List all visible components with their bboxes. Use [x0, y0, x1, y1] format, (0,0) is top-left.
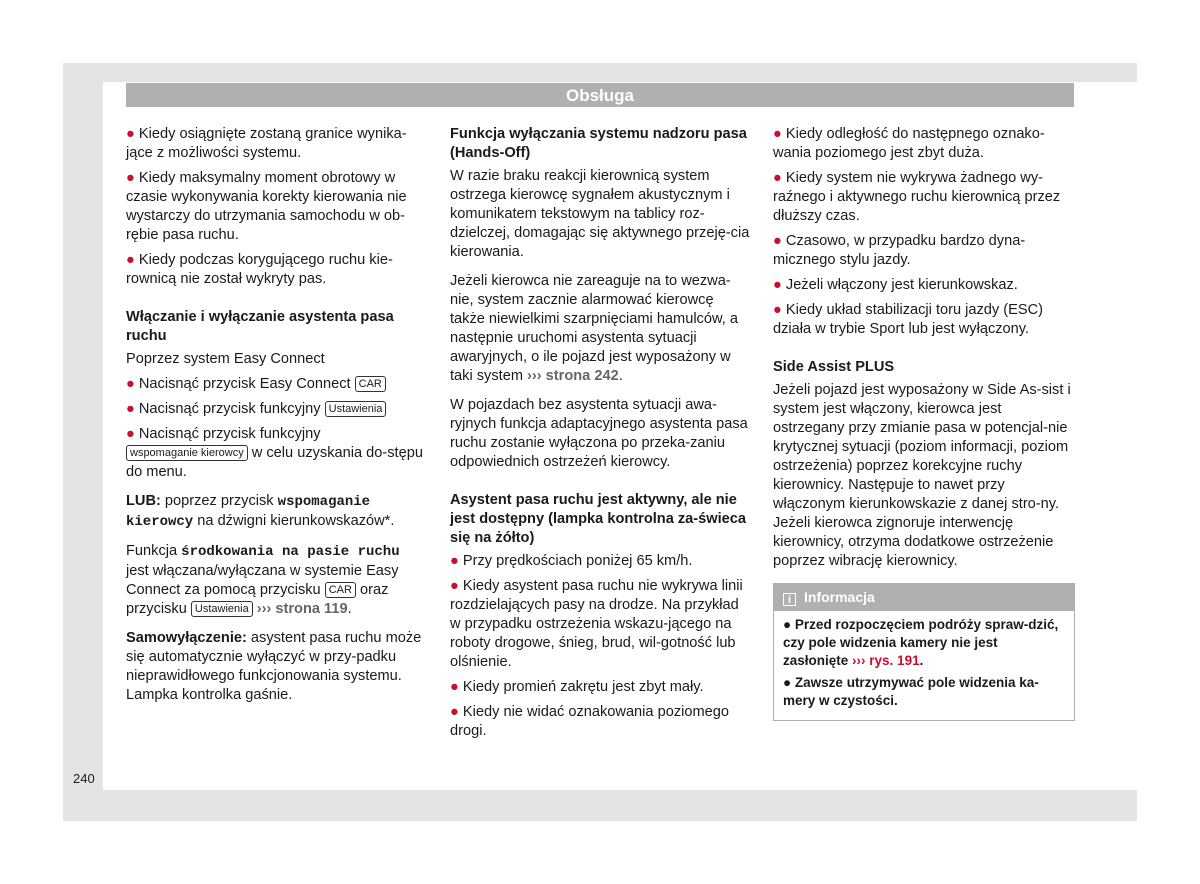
paragraph: W pojazdach bez asystenta sytuacji awa-ryjnych funkcja adaptacyjnego asystenta pasa ruchu zostanie wyłączona po przeka-zaniu odpowiednich ostrzeżeń kierowcy.	[450, 397, 748, 470]
driver-assist-key-icon: wspomaganie kierowcy	[126, 445, 248, 461]
bullet-item: ● Kiedy podczas korygującego ruchu kie-rownicą nie został wykryty pas.	[126, 252, 393, 287]
page-number: 240	[73, 771, 95, 786]
bullet-dot-icon: ●	[773, 302, 782, 318]
bullet-dot-icon: ●	[773, 126, 782, 142]
info-box-header: i Informacja	[774, 584, 1074, 611]
auto-off-paragraph: Samowyłączenie: asystent pasa ruchu może się automatycznie wyłączyć w przy-padku nieprawidłowego funkcjonowania systemu. Lampka kontrolka gaśnie.	[126, 630, 422, 703]
car-key-icon: CAR	[325, 582, 356, 598]
bullet-item: ● Kiedy asystent pasa ruchu nie wykrywa linii rozdzielających pasy na drodze. Na przykład w przypadku ostrzeżenia wskazu-jącego na roboty drogowe, śnieg, brud, wil-gotność lub olśnienie.	[450, 578, 743, 670]
section-heading: Asystent pasa ruchu jest aktywny, ale nie jest dostępny (lampka kontrolna za-świeca się na żółto)	[450, 492, 747, 546]
info-item: ● Przed rozpoczęciem podróży spraw-dzić, czy pole widzenia kamery nie jest zasłonięte ››› rys. 191.	[783, 617, 1059, 668]
paragraph: W razie braku reakcji kierownicą system ostrzega kierowcę sygnałem akustycznym i komunikatem tekstowym na tablicy roz-dzielczej, domagając się aktywnego przeję-cia kierowania.	[450, 168, 750, 260]
bullet-dot-icon: ●	[126, 252, 135, 268]
column-right	[773, 125, 1075, 721]
paragraph: Jeżeli kierowca nie zareaguje na to wezwa-nie, system zacznie alarmować kierowcę także niewielkimi szarpnięciami hamulców, a następnie uruchomi asystenta sytuacji awaryjnych, o ile pojazd jest wyposażony w taki system ››› strona 242.	[450, 273, 738, 384]
step-item: ● Nacisnąć przycisk Easy Connect CAR	[126, 375, 426, 394]
bullet-dot-icon: ●	[773, 277, 782, 293]
info-icon: i	[783, 593, 796, 606]
bullet-item: ● Jeżeli włączony jest kierunkowskaz.	[773, 277, 1018, 293]
section-heading: Włączanie i wyłączanie asystenta pasa ruchu	[126, 309, 394, 344]
info-box-body	[774, 611, 1074, 720]
bullet-item: ● Kiedy odległość do następnego oznako-wania poziomego jest zbyt duża.	[773, 126, 1045, 161]
section-heading: Funkcja wyłączania systemu nadzoru pasa (Hands-Off)	[450, 126, 747, 161]
bullet-dot-icon: ●	[773, 170, 782, 186]
bullet-item: ● Czasowo, w przypadku bardzo dyna-micznego stylu jazdy.	[773, 233, 1026, 268]
bullet-dot-icon: ●	[126, 401, 135, 417]
bullet-dot-icon: ●	[450, 578, 459, 594]
bullet-item: ● Przy prędkościach poniżej 65 km/h.	[450, 553, 693, 569]
page-reference-link[interactable]: ››› strona 119	[256, 601, 348, 617]
bullet-dot-icon: ●	[783, 675, 792, 690]
settings-key-icon: Ustawienia	[191, 601, 253, 617]
bullet-item: ● Kiedy osiągnięte zostaną granice wynika-jące z możliwości systemu.	[126, 126, 407, 161]
section-header: Obsługa	[126, 83, 1074, 107]
bullet-item: ● Kiedy maksymalny moment obrotowy w czasie wykonywania korekty kierowania nie wystarczy do utrzymania samochodu w ob-rębie pasa ruchu.	[126, 170, 407, 243]
paragraph: Jeżeli pojazd jest wyposażony w Side As-sist i system jest włączony, kierowca jest ostrzegany przy zmianie pasa w potencjal-nie krytycznej sytuacji (poziom informacji, poziom ostrzeżenia) poprzez korekcyjne ruchy kierownicy. Następuje to nawet przy włączonym kierunkowskazie z danej stro-ny. Jeżeli kierowca zignoruje interwencję kierownicy, otrzyma dodatkowe ostrzeżenie poprzez wibrację kierownicy.	[773, 382, 1071, 569]
bullet-dot-icon: ●	[450, 679, 459, 695]
function-paragraph: Funkcja środkowania na pasie ruchu jest włączana/wyłączana w systemie Easy Connect za pomocą przycisku CAR oraz przycisku Ustawienia ››› strona 119.	[126, 543, 400, 617]
bullet-dot-icon: ●	[126, 170, 135, 186]
bullet-item: ● Kiedy układ stabilizacji toru jazdy (ESC) działa w trybie Sport lub jest wyłączony.	[773, 302, 1044, 337]
step-item: ● Nacisnąć przycisk funkcyjny wspomaganie kierowcy w celu uzyskania do-stępu do menu.	[126, 426, 423, 480]
bullet-item: ● Kiedy nie widać oznakowania poziomego drogi.	[450, 704, 729, 739]
bullet-dot-icon: ●	[126, 126, 135, 142]
page-reference-link[interactable]: ››› strona 242	[527, 368, 619, 384]
settings-key-icon: Ustawienia	[325, 401, 387, 417]
bullet-dot-icon: ●	[783, 617, 792, 632]
column-middle	[450, 125, 750, 747]
lub-paragraph: LUB: poprzez przycisk wspomaganie kierowcy na dźwigni kierunkowskazów*.	[126, 493, 395, 530]
figure-reference-link[interactable]: ››› rys. 191	[852, 653, 920, 668]
bullet-item: ● Kiedy promień zakrętu jest zbyt mały.	[450, 679, 704, 695]
bullet-item: ● Kiedy system nie wykrywa żadnego wy-raźnego i aktywnego ruchu kierownicą przez dłuższy czas.	[773, 170, 1061, 224]
bullet-dot-icon: ●	[450, 704, 459, 720]
car-key-icon: CAR	[355, 376, 386, 392]
info-box	[773, 583, 1075, 721]
step-item: ● Nacisnąć przycisk funkcyjny Ustawienia	[126, 400, 426, 419]
intro-text: Poprzez system Easy Connect	[126, 351, 325, 367]
bullet-dot-icon: ●	[126, 426, 135, 442]
bullet-dot-icon: ●	[773, 233, 782, 249]
bullet-dot-icon: ●	[126, 376, 135, 392]
bullet-dot-icon: ●	[450, 553, 459, 569]
section-heading: Side Assist PLUS	[773, 359, 895, 375]
info-item: ● Zawsze utrzymywać pole widzenia ka-mery w czystości.	[783, 675, 1039, 708]
column-left	[126, 125, 426, 711]
